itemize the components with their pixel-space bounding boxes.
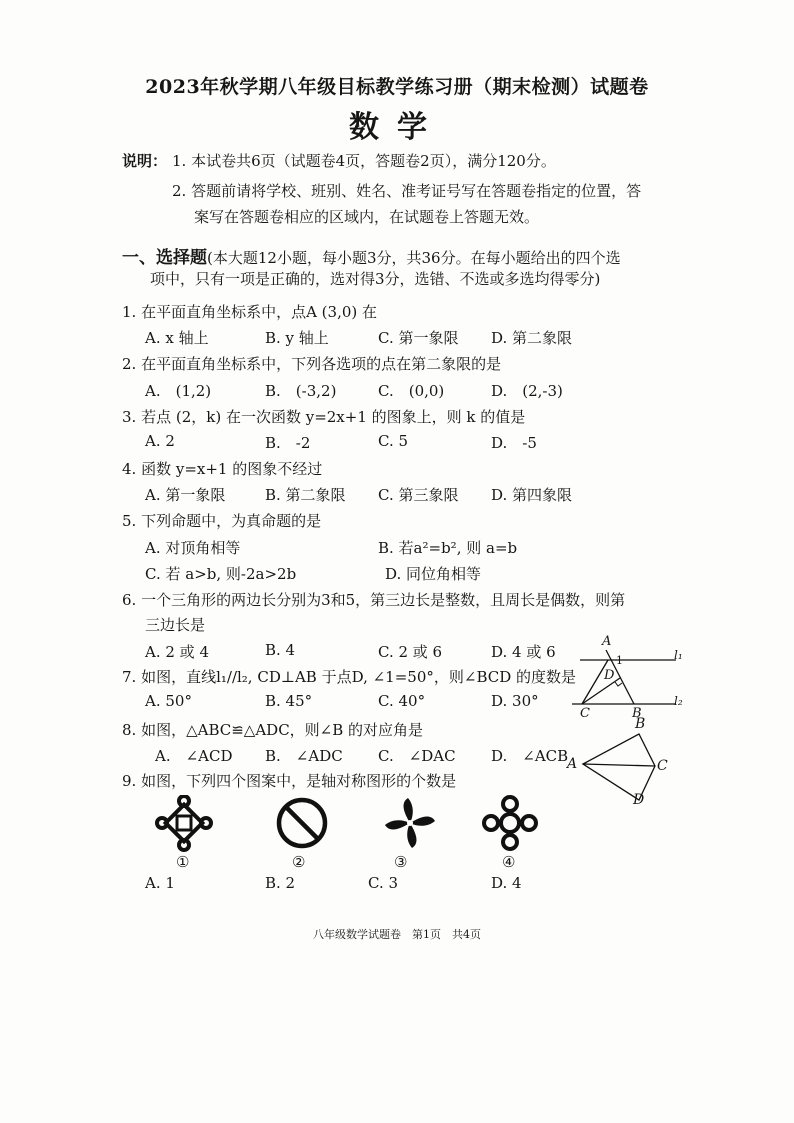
question-6-stem-line-2: 三边长是 bbox=[145, 616, 206, 634]
question-1-option-c: C. 第一象限 bbox=[378, 329, 459, 347]
question-7-option-c: C. 40° bbox=[378, 692, 426, 710]
question-5-option-b: B. 若a²=b², 则 a=b bbox=[378, 539, 518, 557]
section-1-header bbox=[122, 243, 621, 268]
question-6-option-c: C. 2 或 6 bbox=[378, 643, 443, 661]
q7-label-l2: l₂ bbox=[674, 694, 683, 708]
question-2-option-b: B. (-3,2) bbox=[265, 382, 337, 400]
question-9-option-a: A. 1 bbox=[145, 874, 175, 892]
question-8-figure bbox=[565, 716, 670, 808]
notes-label: 说明： bbox=[122, 152, 168, 170]
question-1-option-a: A. x 轴上 bbox=[145, 329, 209, 347]
q7-label-l1: l₁ bbox=[674, 648, 683, 662]
q8-label-b: B bbox=[635, 716, 646, 732]
subject-title: 数学 bbox=[349, 110, 445, 145]
question-8-option-c: C. ∠DAC bbox=[378, 747, 456, 765]
question-3-option-a: A. 2 bbox=[145, 432, 175, 450]
pinwheel-icon bbox=[376, 795, 446, 853]
page-footer: 八年级数学试题卷 第1页 共4页 bbox=[313, 928, 481, 941]
question-5-option-d: D. 同位角相等 bbox=[385, 565, 482, 583]
question-4-option-a: A. 第一象限 bbox=[145, 486, 226, 504]
q8-label-a: A bbox=[567, 756, 578, 772]
question-3-option-d: D. -5 bbox=[491, 434, 537, 452]
q9-pattern-2 bbox=[270, 795, 340, 875]
question-4-option-d: D. 第四象限 bbox=[491, 486, 573, 504]
question-7-stem: 7. 如图，直线l₁//l₂, CD⊥AB 于点D, ∠1=50°，则∠BCD 的度数是 bbox=[122, 668, 577, 686]
notes-item-2-line-1: 2. 答题前请将学校、班别、姓名、准考证号写在答题卷指定的位置，答 bbox=[172, 182, 642, 200]
section-1-title: 一、选择题 bbox=[122, 248, 207, 268]
question-9-stem: 9. 如图，下列四个图案中，是轴对称图形的个数是 bbox=[122, 772, 457, 790]
question-2-stem: 2. 在平面直角坐标系中，下列各选项的点在第二象限的是 bbox=[122, 355, 502, 373]
question-9-option-d: D. 4 bbox=[491, 874, 522, 892]
question-1-option-b: B. y 轴上 bbox=[265, 329, 329, 347]
question-8-option-a: A. ∠ACD bbox=[155, 747, 233, 765]
q7-label-d: D bbox=[604, 668, 615, 683]
exam-title: 2023年秋学期八年级目标教学练习册（期末检测）试题卷 bbox=[145, 76, 649, 98]
q9-label-4: ④ bbox=[502, 853, 516, 871]
question-2-option-a: A. (1,2) bbox=[145, 382, 212, 400]
question-5-option-c: C. 若 a>b, 则-2a>2b bbox=[145, 565, 297, 583]
question-7-option-b: B. 45° bbox=[265, 692, 313, 710]
question-3-option-c: C. 5 bbox=[378, 432, 409, 450]
question-6-option-d: D. 4 或 6 bbox=[491, 643, 556, 661]
question-9-option-b: B. 2 bbox=[265, 874, 296, 892]
question-1-stem: 1. 在平面直角坐标系中，点A (3,0) 在 bbox=[122, 303, 378, 321]
section-1-desc-1: (本大题12小题，每小题3分，共36分。在每小题给出的四个选 bbox=[207, 249, 621, 267]
question-7-option-a: A. 50° bbox=[145, 692, 192, 710]
question-5-stem: 5. 下列命题中，为真命题的是 bbox=[122, 512, 322, 530]
question-7-option-d: D. 30° bbox=[491, 692, 539, 710]
q8-label-d: D bbox=[633, 792, 645, 808]
q9-label-3: ③ bbox=[394, 853, 408, 871]
question-2-option-c: C. (0,0) bbox=[378, 382, 445, 400]
q7-label-angle-1: 1 bbox=[616, 654, 623, 667]
question-4-option-c: C. 第三象限 bbox=[378, 486, 459, 504]
q7-label-b: B bbox=[632, 706, 642, 721]
question-9-option-c: C. 3 bbox=[368, 874, 399, 892]
question-3-stem: 3. 若点 (2，k) 在一次函数 y=2x+1 的图象上，则 k 的值是 bbox=[122, 408, 526, 426]
congruent-triangles-diagram bbox=[565, 722, 670, 808]
question-8-stem: 8. 如图，△ABC≌△ADC，则∠B 的对应角是 bbox=[122, 721, 424, 739]
question-2-option-d: D. (2,-3) bbox=[491, 382, 563, 400]
question-6-option-a: A. 2 或 4 bbox=[145, 643, 209, 661]
q9-pattern-3 bbox=[376, 795, 446, 875]
notes-item-1: 1. 本试卷共6页（试题卷4页，答题卷2页），满分120分。 bbox=[172, 152, 556, 170]
four-circles-icon bbox=[476, 795, 546, 853]
prohibition-sign-icon bbox=[270, 795, 340, 853]
question-8-option-d: D. ∠ACB bbox=[491, 747, 569, 765]
knot-pattern-icon bbox=[150, 795, 220, 853]
q8-label-c: C bbox=[657, 758, 668, 774]
question-4-option-b: B. 第二象限 bbox=[265, 486, 346, 504]
question-4-stem: 4. 函数 y=x+1 的图象不经过 bbox=[122, 460, 323, 478]
section-1-desc-2: 项中，只有一项是正确的，选对得3分，选错、不选或多选均得零分) bbox=[150, 270, 601, 288]
notes-item-2-line-2: 案写在答题卷相应的区域内，在试题卷上答题无效。 bbox=[194, 208, 540, 226]
question-5-option-a: A. 对顶角相等 bbox=[145, 539, 241, 557]
question-1-option-d: D. 第二象限 bbox=[491, 329, 573, 347]
question-8-option-b: B. ∠ADC bbox=[265, 747, 343, 765]
q9-pattern-4 bbox=[476, 795, 546, 875]
q9-label-1: ① bbox=[176, 853, 190, 871]
q7-label-c: C bbox=[580, 706, 590, 721]
question-7-figure bbox=[568, 634, 686, 722]
q9-pattern-1 bbox=[150, 795, 220, 875]
question-6-option-b: B. 4 bbox=[265, 641, 296, 659]
q7-label-a: A bbox=[602, 634, 612, 649]
question-6-stem-line-1: 6. 一个三角形的两边长分别为3和5，第三边长是整数，且周长是偶数，则第 bbox=[122, 591, 626, 609]
question-3-option-b: B. -2 bbox=[265, 434, 311, 452]
q9-label-2: ② bbox=[292, 853, 306, 871]
